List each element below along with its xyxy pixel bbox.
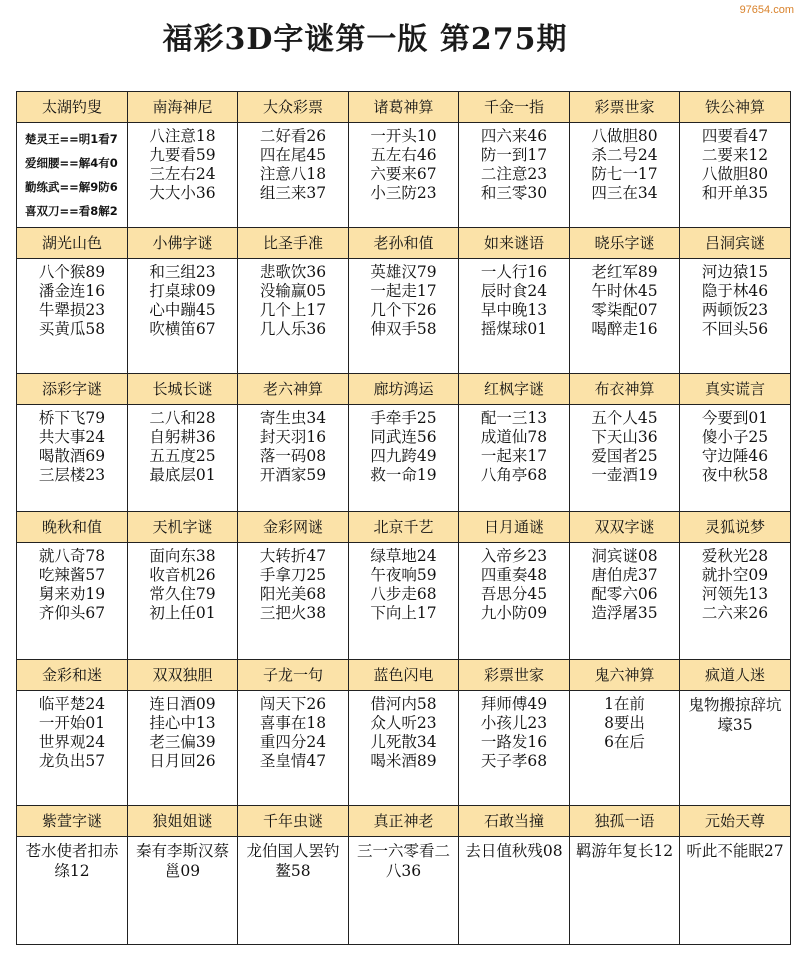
riddle-line: 爱秋光28 bbox=[701, 547, 769, 565]
riddle-line: 零柒配07 bbox=[591, 301, 658, 319]
riddle-line: 6在后 bbox=[604, 733, 645, 751]
cell-title: 日月通谜 bbox=[459, 512, 569, 543]
page-title: 福彩3D字谜第一版 第275期 bbox=[162, 22, 568, 57]
riddle-line: 三一六零看二八36 bbox=[356, 842, 450, 880]
riddle-line: 小孩儿23 bbox=[480, 714, 548, 732]
riddle-cell bbox=[570, 92, 680, 228]
cell-title: 双双独胆 bbox=[128, 660, 237, 691]
riddle-line: 开酒家59 bbox=[259, 466, 327, 484]
riddle-cell bbox=[17, 660, 128, 806]
cell-title: 铁公神算 bbox=[680, 92, 790, 123]
riddle-line: 造浮屠35 bbox=[591, 604, 658, 622]
riddle-line: 和开单35 bbox=[701, 184, 769, 202]
riddle-line: 九要看59 bbox=[149, 146, 216, 164]
riddle-line: 去日值秋残08 bbox=[465, 842, 563, 860]
cell-body bbox=[349, 837, 458, 881]
cell-body bbox=[680, 259, 790, 339]
cell-body bbox=[570, 837, 679, 861]
site-watermark: 97654.com bbox=[739, 4, 794, 16]
riddle-line: 四重奏48 bbox=[480, 566, 548, 584]
riddle-cell bbox=[680, 806, 791, 945]
cell-body bbox=[459, 543, 569, 623]
cell-body bbox=[238, 543, 348, 623]
riddle-line: 不回头56 bbox=[701, 320, 769, 338]
riddle-line: 没输赢05 bbox=[259, 282, 327, 300]
cell-body bbox=[680, 543, 790, 623]
cell-title: 紫萱字谜 bbox=[17, 806, 127, 837]
grid-row bbox=[17, 660, 791, 806]
grid-row bbox=[17, 806, 791, 945]
cell-body bbox=[128, 405, 237, 485]
riddle-cell bbox=[349, 806, 459, 945]
riddle-cell bbox=[238, 512, 349, 660]
grid-row bbox=[17, 374, 791, 512]
riddle-line: 早中晚13 bbox=[480, 301, 548, 319]
cell-title: 天机字谜 bbox=[128, 512, 237, 543]
riddle-line: 配一三13 bbox=[480, 409, 548, 427]
cell-body bbox=[17, 691, 127, 771]
riddle-line: 配零六06 bbox=[591, 585, 658, 603]
cell-body bbox=[680, 691, 790, 735]
riddle-line: 就八奇78 bbox=[38, 547, 106, 565]
cell-body bbox=[349, 405, 458, 485]
cell-body bbox=[459, 405, 569, 485]
riddle-cell bbox=[128, 374, 238, 512]
riddle-line: 几人乐36 bbox=[259, 320, 327, 338]
riddle-line: 8要出 bbox=[604, 714, 645, 732]
cell-body bbox=[459, 691, 569, 771]
riddle-cell bbox=[570, 512, 680, 660]
riddle-cell bbox=[680, 512, 791, 660]
grid-row bbox=[17, 228, 791, 374]
cell-body bbox=[17, 405, 127, 485]
cell-title: 真实谎言 bbox=[680, 374, 790, 405]
cell-body bbox=[128, 123, 237, 203]
riddle-line: 二注意23 bbox=[480, 165, 548, 183]
riddle-line: 收音机26 bbox=[149, 566, 216, 584]
cell-title: 如来谜语 bbox=[459, 228, 569, 259]
riddle-cell bbox=[128, 228, 238, 374]
cell-title: 蓝色闪电 bbox=[349, 660, 458, 691]
riddle-cell bbox=[238, 806, 349, 945]
riddle-line: 闯天下26 bbox=[259, 695, 327, 713]
riddle-line: 挂心中13 bbox=[149, 714, 216, 732]
cell-body bbox=[349, 691, 458, 771]
riddle-cell bbox=[680, 660, 791, 806]
riddle-line: 三左右24 bbox=[149, 165, 216, 183]
cell-title: 独孤一语 bbox=[570, 806, 679, 837]
cell-body bbox=[680, 837, 790, 861]
riddle-line: 鬼物搬掠辞坑壕35 bbox=[688, 696, 782, 734]
riddle-line: 三把火38 bbox=[259, 604, 327, 622]
riddle-line: 午时休45 bbox=[591, 282, 658, 300]
riddle-line: 今要到01 bbox=[701, 409, 769, 427]
riddle-line: 四三在34 bbox=[591, 184, 658, 202]
riddle-line: 常久住79 bbox=[149, 585, 216, 603]
riddle-cell bbox=[17, 806, 128, 945]
riddle-cell bbox=[17, 512, 128, 660]
cell-title: 南海神尼 bbox=[128, 92, 237, 123]
riddle-line: 买黄瓜58 bbox=[38, 320, 106, 338]
riddle-line: 吾思分45 bbox=[480, 585, 548, 603]
cell-title: 金彩网谜 bbox=[238, 512, 348, 543]
riddle-cell bbox=[349, 228, 459, 374]
riddle-line: 注意八18 bbox=[259, 165, 327, 183]
cell-title: 红枫字谜 bbox=[459, 374, 569, 405]
riddle-cell bbox=[128, 512, 238, 660]
cell-body bbox=[238, 837, 348, 881]
riddle-line: 圣皇情47 bbox=[259, 752, 327, 770]
cell-body bbox=[570, 543, 679, 623]
cell-body bbox=[17, 123, 127, 223]
riddle-line: 守边陲46 bbox=[701, 447, 769, 465]
riddle-line: 摇煤球01 bbox=[480, 320, 548, 338]
riddle-cell bbox=[238, 92, 349, 228]
cell-title: 真正神老 bbox=[349, 806, 458, 837]
riddle-line: 入帝乡23 bbox=[480, 547, 548, 565]
riddle-cell bbox=[128, 660, 238, 806]
riddle-line: 几个上17 bbox=[259, 301, 327, 319]
riddle-line: 下向上17 bbox=[370, 604, 437, 622]
riddle-cell bbox=[349, 512, 459, 660]
riddle-line: 防七一17 bbox=[591, 165, 658, 183]
riddle-cell bbox=[459, 374, 570, 512]
riddle-cell bbox=[459, 512, 570, 660]
riddle-line: 牛犟损23 bbox=[38, 301, 106, 319]
riddle-line: 1在前 bbox=[604, 695, 645, 713]
riddle-line: 天子孝68 bbox=[480, 752, 548, 770]
riddle-line: 共大事24 bbox=[38, 428, 106, 446]
riddle-cell bbox=[680, 374, 791, 512]
riddle-cell bbox=[570, 228, 680, 374]
riddle-line: 九小防09 bbox=[480, 604, 548, 622]
cell-title: 双双字谜 bbox=[570, 512, 679, 543]
cell-body bbox=[570, 691, 679, 752]
riddle-line: 八做胆80 bbox=[701, 165, 769, 183]
riddle-line: 几个下26 bbox=[370, 301, 437, 319]
riddle-line: 四要看47 bbox=[701, 127, 769, 145]
riddle-line: 三层楼23 bbox=[38, 466, 106, 484]
cell-body bbox=[238, 691, 348, 771]
cell-title: 小佛字谜 bbox=[128, 228, 237, 259]
riddle-line: 河领先13 bbox=[701, 585, 769, 603]
cell-body bbox=[459, 837, 569, 861]
riddle-line: 喝米酒89 bbox=[370, 752, 437, 770]
riddle-line: 八角亭68 bbox=[480, 466, 548, 484]
cell-title: 彩票世家 bbox=[459, 660, 569, 691]
riddle-line: 勤练武==解9防6 bbox=[25, 180, 118, 194]
riddle-line: 大转折47 bbox=[259, 547, 327, 565]
riddle-line: 一壶酒19 bbox=[591, 466, 658, 484]
cell-title: 比圣手准 bbox=[238, 228, 348, 259]
cell-body bbox=[680, 123, 790, 203]
riddle-line: 苍水使者扣赤绦12 bbox=[25, 842, 119, 880]
riddle-line: 下天山36 bbox=[591, 428, 658, 446]
riddle-line: 八步走68 bbox=[370, 585, 437, 603]
riddle-line: 成道仙78 bbox=[480, 428, 548, 446]
cell-title: 诸葛神算 bbox=[349, 92, 458, 123]
cell-title: 晓乐字谜 bbox=[570, 228, 679, 259]
riddle-cell bbox=[459, 92, 570, 228]
cell-body bbox=[680, 405, 790, 485]
riddle-line: 封天羽16 bbox=[259, 428, 327, 446]
riddle-line: 八做胆80 bbox=[591, 127, 658, 145]
riddle-line: 组三来37 bbox=[259, 184, 327, 202]
cell-title: 大众彩票 bbox=[238, 92, 348, 123]
cell-title: 布衣神算 bbox=[570, 374, 679, 405]
riddle-line: 临平楚24 bbox=[38, 695, 106, 713]
riddle-line: 就扑空09 bbox=[701, 566, 769, 584]
cell-body bbox=[349, 259, 458, 339]
riddle-line: 日月回26 bbox=[149, 752, 216, 770]
riddle-line: 舅来劝19 bbox=[38, 585, 106, 603]
cell-title: 疯道人迷 bbox=[680, 660, 790, 691]
riddle-line: 河边猿15 bbox=[701, 263, 769, 281]
riddle-cell bbox=[459, 228, 570, 374]
riddle-line: 一路发16 bbox=[480, 733, 548, 751]
cell-title: 子龙一句 bbox=[238, 660, 348, 691]
riddle-line: 四六来46 bbox=[480, 127, 548, 145]
riddle-line: 羁游年复长12 bbox=[575, 842, 674, 860]
riddle-line: 世界观24 bbox=[38, 733, 106, 751]
riddle-line: 防一到17 bbox=[480, 146, 548, 164]
riddle-cell bbox=[570, 660, 680, 806]
cell-title: 廊坊鸿运 bbox=[349, 374, 458, 405]
riddle-line: 绿草地24 bbox=[370, 547, 437, 565]
cell-body bbox=[128, 543, 237, 623]
cell-body bbox=[349, 123, 458, 203]
riddle-line: 手拿刀25 bbox=[259, 566, 327, 584]
cell-body bbox=[570, 405, 679, 485]
grid-row bbox=[17, 512, 791, 660]
cell-title: 彩票世家 bbox=[570, 92, 679, 123]
riddle-line: 潘金连16 bbox=[38, 282, 106, 300]
riddle-cell bbox=[349, 92, 459, 228]
riddle-line: 最底层01 bbox=[149, 466, 216, 484]
riddle-line: 和三零30 bbox=[480, 184, 548, 202]
riddle-line: 众人听23 bbox=[370, 714, 437, 732]
riddle-line: 唐伯虎37 bbox=[591, 566, 658, 584]
cell-body bbox=[128, 691, 237, 771]
riddle-cell bbox=[238, 660, 349, 806]
riddle-line: 心中蹦45 bbox=[149, 301, 216, 319]
riddle-cell bbox=[570, 374, 680, 512]
cell-body bbox=[570, 259, 679, 339]
cell-title: 元始天尊 bbox=[680, 806, 790, 837]
riddle-line: 爱细腰==解4有0 bbox=[25, 156, 118, 170]
riddle-line: 二要来12 bbox=[701, 146, 769, 164]
riddle-cell bbox=[17, 92, 128, 228]
riddle-line: 听此不能眠27 bbox=[686, 842, 784, 860]
riddle-line: 一起走17 bbox=[370, 282, 437, 300]
riddle-line: 喝散酒69 bbox=[38, 447, 106, 465]
riddle-line: 借河内58 bbox=[370, 695, 437, 713]
riddle-line: 五五度25 bbox=[149, 447, 216, 465]
riddle-line: 傻小子25 bbox=[701, 428, 769, 446]
riddle-line: 二八和28 bbox=[149, 409, 216, 427]
riddle-line: 吃辣酱57 bbox=[38, 566, 106, 584]
riddle-line: 救一命19 bbox=[370, 466, 437, 484]
riddle-cell bbox=[17, 374, 128, 512]
riddle-line: 吹横笛67 bbox=[149, 320, 216, 338]
cell-title: 千金一指 bbox=[459, 92, 569, 123]
cell-title: 灵狐说梦 bbox=[680, 512, 790, 543]
riddle-cell bbox=[349, 374, 459, 512]
riddle-line: 拜师傅49 bbox=[480, 695, 548, 713]
riddle-line: 老三偏39 bbox=[149, 733, 216, 751]
riddle-line: 午夜响59 bbox=[370, 566, 437, 584]
riddle-line: 大大小36 bbox=[149, 184, 216, 202]
riddle-line: 小三防23 bbox=[370, 184, 437, 202]
riddle-line: 齐仰头67 bbox=[38, 604, 106, 622]
cell-title: 老六神算 bbox=[238, 374, 348, 405]
cell-title: 老孙和值 bbox=[349, 228, 458, 259]
riddle-line: 二好看26 bbox=[259, 127, 327, 145]
riddle-line: 重四分24 bbox=[259, 733, 327, 751]
riddle-line: 两顿饭23 bbox=[701, 301, 769, 319]
cell-title: 鬼六神算 bbox=[570, 660, 679, 691]
cell-title: 湖光山色 bbox=[17, 228, 127, 259]
cell-title: 千年虫谜 bbox=[238, 806, 348, 837]
riddle-line: 辰时食24 bbox=[480, 282, 548, 300]
riddle-cell bbox=[680, 92, 791, 228]
riddle-cell bbox=[459, 806, 570, 945]
cell-title: 晚秋和值 bbox=[17, 512, 127, 543]
cell-body bbox=[238, 123, 348, 203]
cell-title: 狼姐姐谜 bbox=[128, 806, 237, 837]
riddle-cell bbox=[459, 660, 570, 806]
cell-title: 北京千艺 bbox=[349, 512, 458, 543]
riddle-cell bbox=[238, 228, 349, 374]
riddle-line: 喝醉走16 bbox=[591, 320, 658, 338]
riddle-line: 面向东38 bbox=[149, 547, 216, 565]
riddle-line: 四九跨49 bbox=[370, 447, 437, 465]
riddle-line: 落一码08 bbox=[259, 447, 327, 465]
riddle-cell bbox=[17, 228, 128, 374]
riddle-line: 桥下飞79 bbox=[38, 409, 106, 427]
riddle-line: 四在尾45 bbox=[259, 146, 327, 164]
cell-title: 吕洞宾谜 bbox=[680, 228, 790, 259]
riddle-line: 六要来67 bbox=[370, 165, 437, 183]
riddle-line: 初上任01 bbox=[149, 604, 216, 622]
cell-body bbox=[17, 259, 127, 339]
cell-body bbox=[128, 259, 237, 339]
riddle-line: 五个人45 bbox=[591, 409, 658, 427]
riddle-cell bbox=[128, 806, 238, 945]
cell-body bbox=[459, 259, 569, 339]
riddle-line: 龙负出57 bbox=[38, 752, 106, 770]
riddle-line: 一人行16 bbox=[480, 263, 548, 281]
riddle-line: 秦有李斯汉蔡邕09 bbox=[135, 842, 229, 880]
cell-title: 太湖钓叟 bbox=[17, 92, 127, 123]
riddle-line: 老红军89 bbox=[591, 263, 658, 281]
cell-body bbox=[238, 259, 348, 339]
riddle-line: 英雄汉79 bbox=[370, 263, 437, 281]
riddle-line: 二六来26 bbox=[701, 604, 769, 622]
cell-body bbox=[238, 405, 348, 485]
riddle-line: 隐于林46 bbox=[701, 282, 769, 300]
riddle-line: 同武连56 bbox=[370, 428, 437, 446]
cell-body bbox=[17, 543, 127, 623]
cell-body bbox=[459, 123, 569, 203]
riddle-line: 爱国者25 bbox=[591, 447, 658, 465]
cell-body bbox=[570, 123, 679, 203]
riddle-cell bbox=[128, 92, 238, 228]
riddle-line: 八注意18 bbox=[149, 127, 216, 145]
riddle-line: 阳光美68 bbox=[259, 585, 327, 603]
cell-body bbox=[17, 837, 127, 881]
riddle-line: 连日酒09 bbox=[149, 695, 216, 713]
cell-title: 金彩和迷 bbox=[17, 660, 127, 691]
cell-title: 长城长谜 bbox=[128, 374, 237, 405]
riddle-line: 龙伯国人罢钓鳌58 bbox=[246, 842, 340, 880]
riddle-cell bbox=[238, 374, 349, 512]
riddle-line: 儿死散34 bbox=[370, 733, 437, 751]
riddle-cell bbox=[680, 228, 791, 374]
riddle-line: 五左右46 bbox=[370, 146, 437, 164]
cell-body bbox=[128, 837, 237, 881]
grid-row bbox=[17, 92, 791, 228]
riddle-line: 打桌球09 bbox=[149, 282, 216, 300]
riddle-grid bbox=[16, 91, 791, 945]
riddle-cell bbox=[570, 806, 680, 945]
cell-title: 石敢当撞 bbox=[459, 806, 569, 837]
riddle-line: 自躬耕36 bbox=[149, 428, 216, 446]
riddle-line: 一开始01 bbox=[38, 714, 106, 732]
riddle-cell bbox=[349, 660, 459, 806]
riddle-line: 喜双刀==看8解2 bbox=[25, 204, 118, 218]
riddle-line: 悲歌饮36 bbox=[259, 263, 327, 281]
riddle-line: 喜事在18 bbox=[259, 714, 327, 732]
cell-body bbox=[349, 543, 458, 623]
riddle-line: 一起来17 bbox=[480, 447, 548, 465]
riddle-line: 伸双手58 bbox=[370, 320, 437, 338]
riddle-line: 一开头10 bbox=[370, 127, 437, 145]
riddle-line: 杀二号24 bbox=[591, 146, 658, 164]
riddle-line: 手牵手25 bbox=[370, 409, 437, 427]
riddle-line: 夜中秋58 bbox=[701, 466, 769, 484]
riddle-line: 和三组23 bbox=[149, 263, 216, 281]
cell-title: 添彩字谜 bbox=[17, 374, 127, 405]
riddle-line: 洞宾谜08 bbox=[591, 547, 658, 565]
riddle-line: 寄生虫34 bbox=[259, 409, 327, 427]
riddle-line: 楚灵王==明1看7 bbox=[25, 132, 118, 146]
riddle-line: 八个猴89 bbox=[38, 263, 106, 281]
